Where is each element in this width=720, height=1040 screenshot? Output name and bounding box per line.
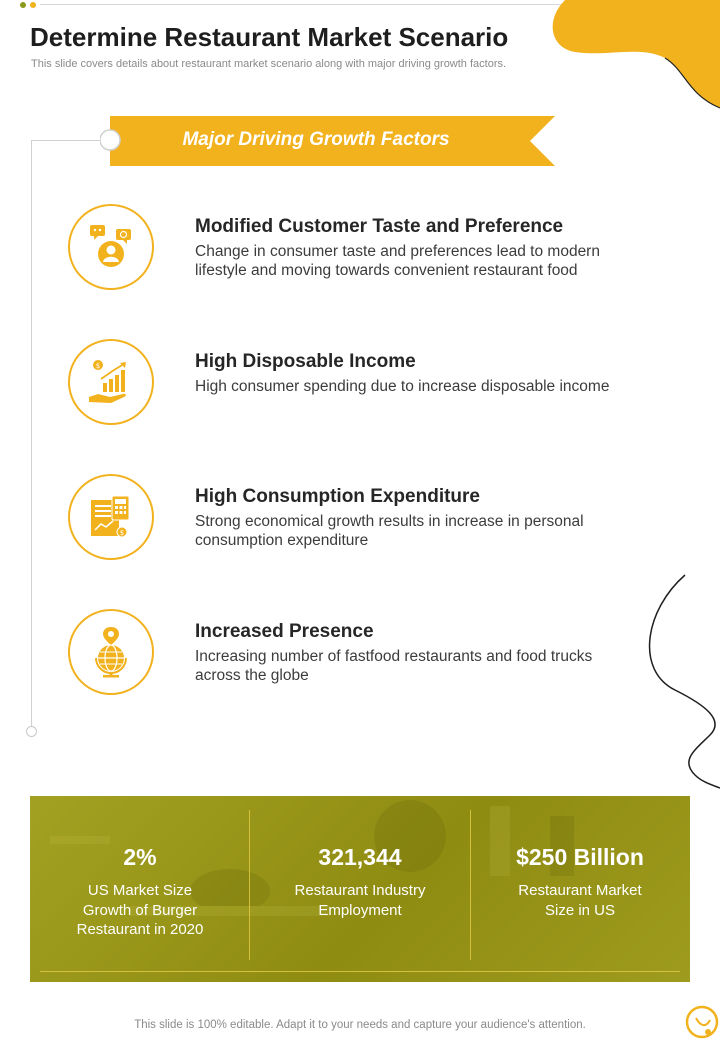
- icon-ring: [68, 474, 154, 560]
- factor-item-increased-presence: [68, 609, 688, 701]
- stat-label: Restaurant Industry Employment: [294, 882, 426, 919]
- stat-value: $250 Billion: [516, 844, 644, 870]
- factor-description: Strong economical growth results in increase in personal consumption expenditure: [195, 513, 584, 549]
- stat-value: 2%: [123, 844, 157, 870]
- page-title: Determine Restaurant Market Scenario: [30, 22, 509, 52]
- customer-preference-icon: [86, 222, 136, 272]
- timeline-end-dot: [26, 726, 37, 737]
- factor-item-consumption-expenditure: [68, 474, 688, 566]
- stats-panel: [30, 796, 690, 982]
- svg-text:$: $: [119, 529, 125, 537]
- expenditure-calculator-icon: [86, 492, 136, 542]
- svg-text:$: $: [95, 362, 101, 370]
- icon-ring: [68, 204, 154, 290]
- corner-logo: [680, 1000, 720, 1040]
- stats-divider: [249, 810, 250, 960]
- squiggle-line: [640, 570, 720, 795]
- stat-market-size: [480, 844, 680, 920]
- factor-item-disposable-income: [68, 339, 688, 431]
- factor-title: Increased Presence: [195, 621, 374, 642]
- factor-description: High consumer spending due to increase disposable income: [195, 378, 610, 395]
- timeline-connector: [31, 140, 111, 141]
- yellow-blob-shape: [545, 0, 720, 112]
- top-rule: [40, 4, 570, 5]
- factor-title: High Disposable Income: [195, 351, 416, 372]
- stat-label: Restaurant Market Size in US: [518, 882, 642, 919]
- factor-item-customer-preference: [68, 204, 688, 296]
- icon-ring: [68, 339, 154, 425]
- factor-title: High Consumption Expenditure: [195, 486, 480, 507]
- stat-value: 321,344: [318, 844, 402, 870]
- stat-burger-growth: [40, 844, 240, 940]
- banner-label: Major Driving Growth Factors: [182, 129, 450, 150]
- stat-industry-employment: [260, 844, 460, 920]
- green-dot: [20, 2, 26, 8]
- timeline-line: [31, 140, 32, 728]
- stats-bottom-rule: [40, 971, 680, 972]
- orange-dot: [30, 2, 36, 8]
- footer-note: This slide is 100% editable. Adapt it to your needs and capture your audience's attention.: [134, 1019, 586, 1031]
- globe-location-icon: [86, 625, 136, 679]
- page-subtitle: This slide covers details about restaurant market scenario along with major driving growth factors.: [31, 58, 507, 70]
- top-dots: [20, 2, 36, 8]
- factor-description: Increasing number of fastfood restaurants and food trucks across the globe: [195, 648, 593, 684]
- income-growth-icon: [86, 357, 136, 407]
- icon-ring: [68, 609, 154, 695]
- factor-description: Change in consumer taste and preferences lead to modern lifestyle and moving towards convenient restaurant food: [195, 243, 600, 279]
- stat-label: US Market Size Growth of Burger Restaurant in 2020: [76, 882, 204, 938]
- factor-title: Modified Customer Taste and Preference: [195, 216, 564, 237]
- stats-divider: [470, 810, 471, 960]
